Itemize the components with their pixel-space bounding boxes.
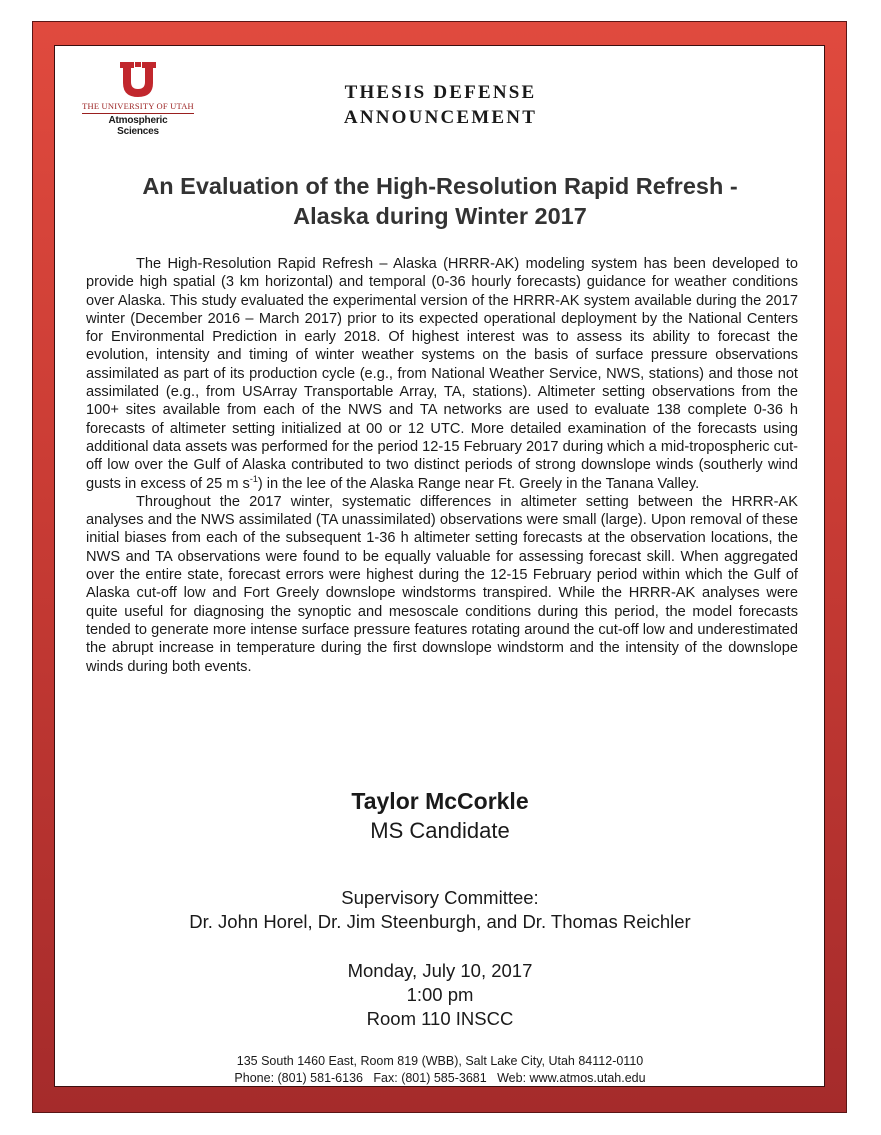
abstract-paragraph-2: Throughout the 2017 winter, systematic differences in altimeter setting between the HRRR-AK analyses and the NWS assimilated (TA unassimilated) observations were small (large). Upon removal of these initial biases from each of the subsequent 1-36 h altimeter setting forecasts at the observation locations, the NWS and TA observations were found to be equally valuable for assessing forecast skill. When aggregated over the entire state, forecast errors were highest during the 12-15 February period within which the Gulf of Alaska cut-off low and Fort Greely downslope windstorms transpired. While the HRRR-AK analyses were quite useful for diagnosing the synoptic and mesoscale conditions during this period, the model forecasts tended to generate more intense surface pressure features rotating around the cut-off low and underestimated the abrupt increase in temperature during the first downslope windstorm and the intensity of the downslope winds during both events. xyxy=(86,493,798,675)
university-name: THE UNIVERSITY OF UTAH xyxy=(82,101,194,111)
abstract-p1-text: The High-Resolution Rapid Refresh – Alaska (HRRR-AK) modeling system has been developed to provide high spatial (3 km horizontal) and temporal (0-36 hourly forecasts) guidance for weather conditions over Alaska. This study evaluated the experimental version of the HRRR-AK system available during the 2017 winter (December 2016 – March 2017) prior to its expected operational deployment by the National Centers for Environmental Prediction in early 2018. Of highest interest was to assess its ability to forecast the evolution, intensity and timing of winter weather systems on the basis of surface pressure observations assimilated as part of its production cycle (e.g., from National Weather Service, NWS, stations) and those not assimilated (e.g., from USArray Transportable Array, TA, stations). Altimeter setting observations from the 100+ sites available from each of the NWS and TA networks are used to evaluate 138 complete 0-36 h forecasts of altimeter setting initialized at 00 or 12 UTC. More detailed examination of the forecasts using additional data assets was performed for the period 12-15 February 2017 during which a mid-tropospheric cut-off low over the Gulf of Alaska contributed to two distinct periods of strong downslope winds (southerly wind gusts in excess of 25 m s xyxy=(86,256,798,492)
department-name-line2: Sciences xyxy=(117,126,159,137)
block-u-logo-icon xyxy=(118,62,158,98)
committee-label: Supervisory Committee: xyxy=(341,887,539,908)
university-logo xyxy=(80,62,196,146)
event-room: Room 110 INSCC xyxy=(366,1008,514,1029)
abstract xyxy=(86,255,798,676)
presenter-name: Taylor McCorkle xyxy=(351,788,529,814)
announcement-heading-line1: THESIS DEFENSE xyxy=(344,82,537,103)
footer-contact: Phone: (801) 581-6136 Fax: (801) 585-3681 Web: www.atmos.utah.edu xyxy=(234,1071,646,1085)
department-name-line1: Atmospheric xyxy=(108,115,168,126)
announcement-heading xyxy=(318,80,563,130)
thesis-title-line2: Alaska during Winter 2017 xyxy=(293,203,587,229)
thesis-title-line1: An Evaluation of the High-Resolution Rapid Refresh - xyxy=(142,173,738,199)
footer-address: 135 South 1460 East, Room 819 (WBB), Salt Lake City, Utah 84112-0110 xyxy=(236,1054,644,1068)
abstract-p1-text-end: ) in the lee of the Alaska Range near Ft. Greely in the Tanana Valley. xyxy=(257,475,700,492)
thesis-title xyxy=(80,171,800,231)
logo-divider xyxy=(82,113,194,114)
contact-footer xyxy=(56,1053,824,1087)
abstract-paragraph-1 xyxy=(86,255,798,493)
event-time: 1:00 pm xyxy=(406,984,474,1005)
committee-members: Dr. John Horel, Dr. Jim Steenburgh, and Dr. Thomas Reichler xyxy=(189,911,691,932)
committee-block xyxy=(56,886,824,934)
event-details xyxy=(56,959,824,1031)
abstract-p1-superscript: -1 xyxy=(249,473,258,484)
presenter-role: MS Candidate xyxy=(370,818,510,843)
announcement-heading-line2: ANNOUNCEMENT xyxy=(343,107,538,128)
event-date: Monday, July 10, 2017 xyxy=(347,960,533,981)
presenter-block xyxy=(56,786,824,846)
